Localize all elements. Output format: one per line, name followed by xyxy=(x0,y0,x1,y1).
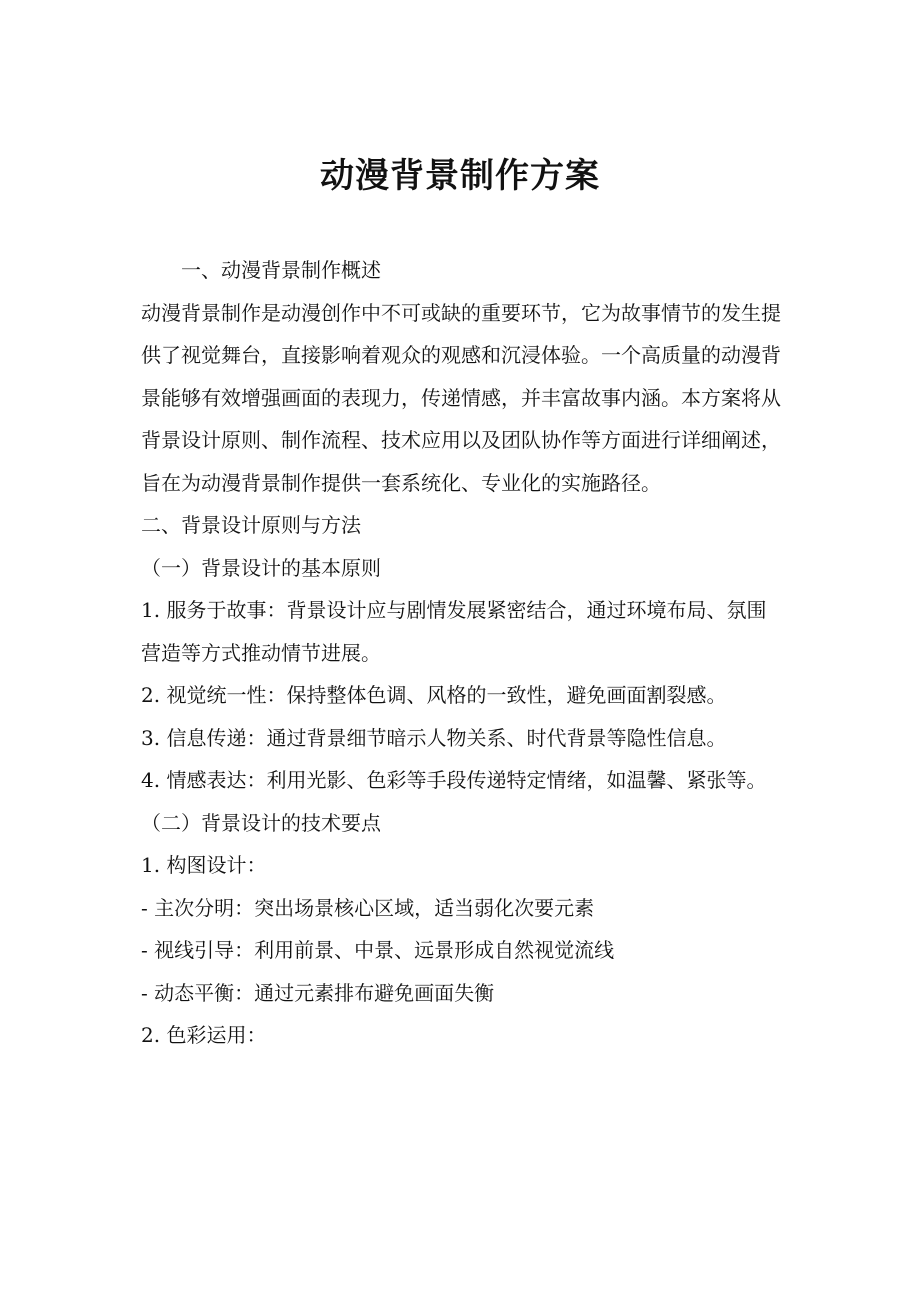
sub-list-item-sightline: - 视线引导：利用前景、中景、远景形成自然视觉流线 xyxy=(141,938,615,962)
sub-list-item-primary-secondary: - 主次分明：突出场景核心区域，适当弱化次要元素 xyxy=(141,895,595,920)
list-item-information: 3. 信息传递：通过背景细节暗示人物关系、时代背景等隐性信息。 xyxy=(141,725,727,750)
section-heading-principles: 二、背景设计原则与方法 xyxy=(141,513,361,537)
document-title: 动漫背景制作方案 xyxy=(320,156,600,196)
list-item-serve-story: 1. 服务于故事：背景设计应与剧情发展紧密结合，通过环境布局、氛围营造等方式推动情节进展。 xyxy=(141,598,767,665)
sub-list-item-dynamic-balance: - 动态平衡：通过元素排布避免画面失衡 xyxy=(141,980,495,1005)
list-item-emotion: 4. 情感表达：利用光影、色彩等手段传递特定情绪，如温馨、紧张等。 xyxy=(141,768,767,792)
list-item-composition: 1. 构图设计： xyxy=(141,853,267,877)
section-heading-overview: 一、动漫背景制作概述 xyxy=(181,258,381,282)
document-body xyxy=(141,249,781,1057)
list-item-color-usage: 2. 色彩运用： xyxy=(141,1023,267,1047)
list-item-visual-unity: 2. 视觉统一性：保持整体色调、风格的一致性，避免画面割裂感。 xyxy=(141,683,727,707)
subsection-heading-technical-points: （二）背景设计的技术要点 xyxy=(141,810,381,835)
subsection-heading-basic-principles: （一）背景设计的基本原则 xyxy=(141,555,381,580)
paragraph-overview: 动漫背景制作是动漫创作中不可或缺的重要环节，它为故事情节的发生提供了视觉舞台，直接影响着观众的观感和沉浸体验。一个高质量的动漫背景能够有效增强画面的表现力，传递情感，并丰富故事内涵。本方案将从背景设计原则、制作流程、技术应用以及团队协作等方面进行详细阐述，旨在为动漫背景制作提供一套系统化、专业化的实施路径。 xyxy=(141,300,781,495)
